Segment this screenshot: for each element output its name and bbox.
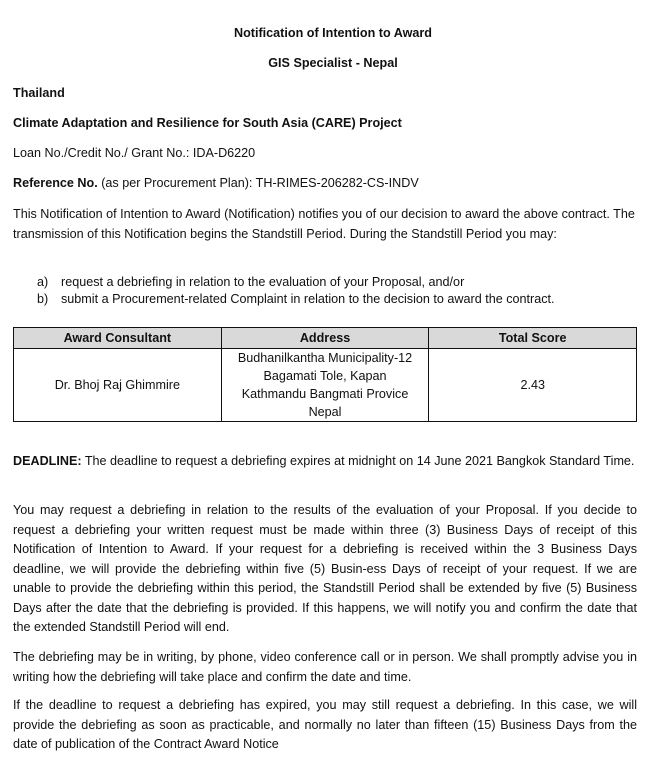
project-name: Climate Adaptation and Resilience for South Asia (CARE) Project [13,116,402,130]
list-item [37,274,555,291]
debriefing-format-paragraph: The debriefing may be in writing, by phone, video conference call or in person. We shall promptly advise you in writing how the debriefing will take place and confirm the date and time. [13,650,637,684]
reference-label: Reference No. [13,176,98,190]
list-item-text: submit a Procurement-related Complaint in relation to the decision to award the contract. [61,292,555,306]
address-line: Kathmandu Bangmati Provice [241,387,409,401]
deadline-paragraph [13,452,637,472]
list-marker: b) [37,292,49,306]
document-subtitle: GIS Specialist - Nepal [268,56,398,70]
header-total-score: Total Score [429,328,637,349]
table-header-row [14,328,637,349]
list-item-text: request a debriefing in relation to the evaluation of your Proposal, and/or [61,275,465,289]
consultant-name: Dr. Bhoj Raj Ghimmire [14,349,222,422]
list-marker: a) [37,275,49,289]
address-line: Bagamati Tole, Kapan [263,369,387,383]
debriefing-paragraph: You may request a debriefing in relation to the results of the evaluation of your Proposal. If you decide to request a debriefing your written request must be made within three (3) Business Days of receipt of this Notification of Intention to Award. If your request for a debriefing is received within the 3 Business Days deadline, we will provide the debriefing within five (5) Busin-ess Days of receipt of your request. If we are unable to provide the debriefing within this period, the Standstill Period shall be extended by five (5) Business Days after the date that the debriefing is provided. If this happens, we will notify you and confirm the date that the extended Standstill Period will end. [13,503,637,634]
document-title: Notification of Intention to Award [234,26,432,40]
table-row [14,349,637,422]
header-award-consultant: Award Consultant [14,328,222,349]
reference-number [13,176,419,190]
header-address: Address [221,328,429,349]
consultant-address [221,349,429,422]
country-label: Thailand [13,86,65,100]
address-line: Nepal [308,405,342,419]
total-score: 2.43 [429,349,637,422]
deadline-text: The deadline to request a debriefing expires at midnight on 14 June 2021 Bangkok Standard Time. [81,454,635,468]
loan-number: Loan No./Credit No./ Grant No.: IDA-D6220 [13,146,256,160]
award-table [13,327,637,422]
deadline-label: DEADLINE: [13,454,82,468]
list-item [37,291,555,308]
intro-paragraph: This Notification of Intention to Award (Notification) notifies you of our decision to award the above contract. The transmission of this Notification begins the Standstill Period. During the Standstill Period you may: [13,207,635,241]
expired-deadline-paragraph: If the deadline to request a debriefing has expired, you may still request a debriefing. In this case, we will provide the debriefing as soon as practicable, and normally no later than fifteen (15) Business Days from the date of publication of the Contract Award Notice [13,698,637,751]
options-list [37,274,555,308]
address-line: Budhanilkantha Municipality-12 [237,351,413,365]
reference-value: (as per Procurement Plan): TH-RIMES-206282-CS-INDV [97,176,419,190]
